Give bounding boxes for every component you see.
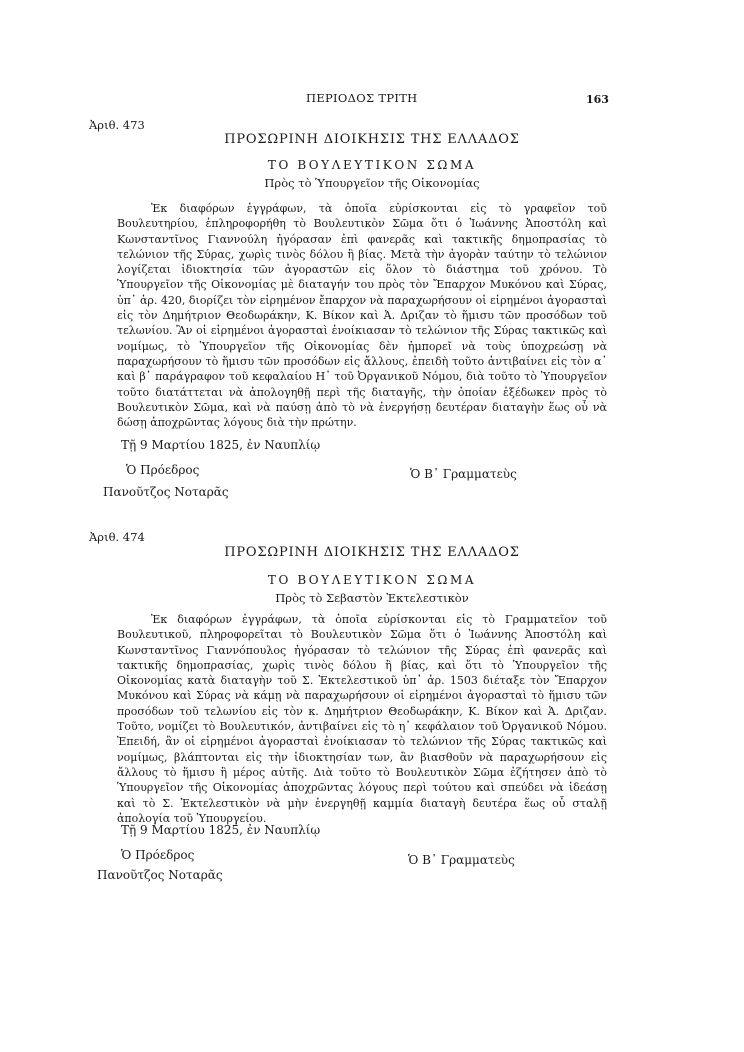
issuing-body: ΤΟ ΒΟΥΛΕΥΤΙΚΟΝ ΣΩΜΑ [267, 158, 477, 172]
page-number: 163 [586, 93, 609, 106]
secretary-title: Ὁ Β᾽ Γραμματεὺς [408, 853, 515, 867]
document-number: Ἀριθ. 474 [89, 530, 145, 544]
document-body-text: Ἐκ διαφόρων ἐγγράφων, τὰ ὁποῖα εὑρίσκονται εἰς τὸ γραφεῖον τοῦ Βουλευτηρίου, ἐπληροφορήθη τὸ Βουλευτικὸν Σῶμα ὅτι ὁ Ἰωάννης Ἀποστόλη καὶ Κωνσταντῖνος Γιαννούλη ἠγόρασαν ἐπὶ φανερᾶς καὶ τακτικῆς δημοπρασίας τὸ τελώνιον τῆς Σύρας, χωρὶς τινὸς δόλου ἢ βίας. Μετὰ τὴν ἀγορὰν ταύτην τὸ τελώνιον λογίζεται ἰδιοκτησία τῶν ἀγοραστῶν εἰς ὅλον τὸ διάστημα τοῦ χρόνου. Τὸ Ὑπουργεῖον τῆς Οἰκονομίας μὲ διαταγήν του πρὸς τὸν Ἔπαρχον Μυκόνου καὶ Σύρας, ὑπ᾽ ἀρ. 420, διορίζει τὸν εἰρημένον ἔπαρχον νὰ παραχωρήσουν οἱ εἰρημένοι ἀγορασταὶ εἰς τὸν Δημήτριον Θεοδωράκην, Κ. Βίκον καὶ Ἀ. Δριζαν τὸ ἥμισυ τῶν προσόδων τοῦ τελωνίου. Ἂν οἱ εἰρημένοι ἀγορασταὶ ἐνοίκιασαν τὸ τελώνιον τῆς Σύρας τακτικῶς καὶ νομίμως, τὸ Ὑπουργεῖον τῆς Οἰκονομίας δὲν ἠμπορεῖ νὰ τοὺς ὑποχρεώσῃ νὰ παραχωρήσουν τὸ ἥμισυ τῶν προσόδων εἰς ἄλλους, ἐπειδὴ τοῦτο ἀντιβαίνει εἰς τὸν α᾽ καὶ β᾽ παράγραφον τοῦ κεφαλαίου Η᾽ τοῦ Ὀργανικοῦ Νόμου, διὰ τοῦτο τὸ Ὑπουργεῖον τοῦτο διατάττεται νὰ ἀπολογηθῇ περὶ τῆς διαταγῆς, τὴν ὁποίαν ἐξέδωκεν πρὸς τὸ Βουλευτικὸν Σῶμα, καὶ νὰ παύσῃ ἀπὸ τὸ νὰ ἐνεργήσῃ δευτέραν διαταγὴν ἕως οὗ νὰ δώσῃ ἀποχρῶντας λόγους διὰ τὴν πρώτην. [117, 202, 607, 430]
document-number: Ἀριθ. 473 [89, 118, 145, 132]
issuing-body: ΤΟ ΒΟΥΛΕΥΤΙΚΟΝ ΣΩΜΑ [267, 573, 477, 587]
running-title: ΠΕΡΙΟΔΟΣ ΤΡΙΤΗ [306, 91, 418, 105]
addressee: Πρὸς τὸ Σεβαστὸν Ἐκτελεστικὸν [275, 591, 469, 605]
president-name: Πανοῦτζος Νοταρᾶς [103, 485, 229, 499]
document-heading: ΠΡΟΣΩΡΙΝΗ ΔΙΟΙΚΗΣΙΣ ΤΗΣ ΕΛΛΑΔΟΣ [224, 132, 520, 147]
document-body-text: Ἐκ διαφόρων ἐγγράφων, τὰ ὁποῖα εὑρίσκονται εἰς τὸ Γραμματεῖον τοῦ Βουλευτικοῦ, πληροφορεῖται τὸ Βουλευτικὸν Σῶμα ὅτι ὁ Ἰωάννης Ἀποστόλη καὶ Κωνσταντῖνος Γιαννόπουλος ἠγόρασαν τὸ τελώνιον τῆς Σύρας ἐπὶ φανερᾶς καὶ τακτικῆς δημοπρασίας, χωρὶς τινὸς δόλου ἢ βίας, καὶ ὅτι τὸ Ὑπουργεῖον τῆς Οἰκονομίας κατὰ διαταγὴν τοῦ Σ. Ἐκτελεστικοῦ ὑπ᾽ ἀρ. 1503 διέταξε τὸν Ἔπαρχον Μυκόνου καὶ Σύρας νὰ κάμῃ νὰ παραχωρήσουν οἱ εἰρημένοι ἀγορασταὶ τὸ ἥμισυ τῶν προσόδων τοῦ τελωνίου εἰς τὸν κ. Δημήτριον Θεοδωράκην, Κ. Βίκον καὶ Ἀ. Δριζαν. Τοῦτο, νομίζει τὸ Βουλευτικόν, ἀντιβαίνει εἰς τὸ η᾽ κεφάλαιον τοῦ Ὀργανικοῦ Νόμου. Ἐπειδή, ἂν οἱ εἰρημένοι ἀγορασταὶ ἐνοίκιασαν τὸ τελώνιον τῆς Σύρας τακτικῶς καὶ νομίμως, βλάπτονται εἰς τὴν ἰδιοκτησίαν των, ἂν βιασθοῦν νὰ παραχωρήσουν εἰς ἄλλους τὸ ἥμισυ ἢ μέρος αὐτῆς. Διὰ τοῦτο τὸ Βουλευτικὸν Σῶμα ἐζήτησεν ἀπὸ τὸ Ὑπουργεῖον τῆς Οἰκονομίας ἀποχρῶντας λόγους περὶ τούτου καὶ σπεύδει νὰ ἰδεάσῃ καὶ τὸ Σ. Ἐκτελεστικὸν νὰ μὴν ἐνεργηθῇ καμμία διαταγὴ δευτέρα ἕως οὗ σταλῇ ἀπολογία τοῦ Ὑπουργείου. [117, 613, 607, 825]
president-name: Πανοῦτζος Νοταρᾶς [97, 868, 223, 882]
document-date: Τῇ 9 Μαρτίου 1825, ἐν Ναυπλίῳ [121, 438, 321, 452]
document-heading: ΠΡΟΣΩΡΙΝΗ ΔΙΟΙΚΗΣΙΣ ΤΗΣ ΕΛΛΑΔΟΣ [224, 545, 520, 560]
document-date: Τῇ 9 Μαρτίου 1825, ἐν Ναυπλίῳ [121, 823, 321, 837]
addressee: Πρὸς τὸ Ὑπουργεῖον τῆς Οἰκονομίας [264, 176, 480, 190]
secretary-title: Ὁ Β᾽ Γραμματεὺς [410, 467, 517, 481]
president-title: Ὁ Πρόεδρος [121, 848, 195, 862]
president-title: Ὁ Πρόεδρος [126, 463, 200, 477]
